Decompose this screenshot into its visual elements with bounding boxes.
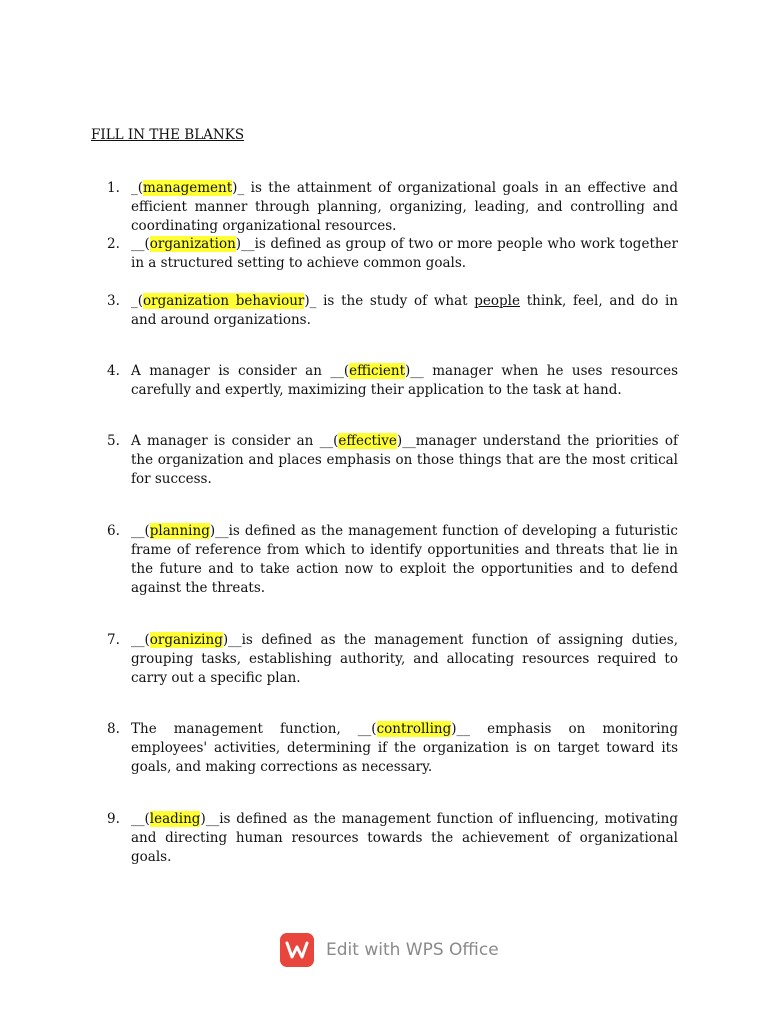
item-text	[131, 292, 678, 330]
item-number: 7.	[107, 632, 120, 648]
answer-highlight: efficient	[349, 363, 406, 379]
item-suffix: )__manager understand the priorities of the organization and places emphasis on those things that are the most critical for success.	[131, 433, 678, 487]
item-suffix: )_ is the study of what	[304, 293, 475, 309]
item-suffix: )_ is the attainment of organizational goals in an effective and efficient manner through planning, organizing, leading, and controlling and coordinating organizational resources.	[131, 180, 678, 234]
item-number: 4.	[107, 363, 120, 379]
item-prefix: __(	[131, 523, 150, 539]
item-suffix: think, feel, and do in and around organizations.	[131, 293, 678, 328]
wps-w-logo-icon	[280, 933, 314, 967]
underlined-word: people	[474, 293, 520, 309]
list-item-9	[107, 810, 678, 867]
item-text	[131, 432, 678, 489]
list-item-5	[107, 432, 678, 489]
item-number: 6.	[107, 523, 120, 539]
item-suffix: )__ manager when he uses resources carefully and expertly, maximizing their application to the task at hand.	[131, 363, 678, 398]
item-prefix: __(	[131, 236, 150, 252]
page-title: FILL IN THE BLANKS	[91, 127, 245, 143]
item-text	[131, 522, 678, 598]
answer-highlight: organizing	[149, 632, 223, 648]
answer-highlight: planning	[149, 523, 210, 539]
item-suffix: )__is defined as the management function of assigning duties, grouping tasks, establishing authority, and allocating resources required to carry out a specific plan.	[131, 632, 678, 686]
wps-watermark[interactable]	[280, 932, 499, 968]
item-number: 8.	[107, 721, 120, 737]
answer-highlight: effective	[338, 433, 397, 449]
list-item-1	[107, 179, 678, 236]
item-prefix: A manager is consider an __(	[131, 433, 339, 449]
item-prefix: The management function, __(	[131, 721, 377, 737]
item-text	[131, 810, 678, 867]
answer-highlight: management	[143, 180, 233, 196]
wps-watermark-text: Edit with WPS Office	[326, 940, 499, 960]
item-prefix: __(	[131, 632, 150, 648]
item-number: 5.	[107, 433, 120, 449]
list-item-6	[107, 522, 678, 598]
item-number: 9.	[107, 811, 120, 827]
item-prefix: _(	[131, 180, 144, 196]
item-prefix: _(	[131, 293, 144, 309]
item-prefix: __(	[131, 811, 150, 827]
item-number: 3.	[107, 293, 120, 309]
list-item-3	[107, 292, 678, 330]
item-suffix: )__is defined as the management function of developing a futuristic frame of reference from which to identify opportunities and threats that lie in the future and to take action now to exploit the opportunities and to defend against the threats.	[131, 523, 678, 596]
answer-highlight: organization behaviour	[143, 293, 305, 309]
list-item-2	[107, 235, 678, 273]
item-text	[131, 362, 678, 400]
list-item-4	[107, 362, 678, 400]
item-number: 2.	[107, 236, 120, 252]
answer-highlight: organization	[149, 236, 236, 252]
item-text	[131, 720, 678, 777]
answer-highlight: leading	[149, 811, 201, 827]
item-number: 1.	[107, 180, 120, 196]
item-suffix: )__is defined as group of two or more people who work together in a structured setting to achieve common goals.	[131, 236, 678, 271]
list-item-7	[107, 631, 678, 688]
item-suffix: )__is defined as the management function of influencing, motivating and directing human resources towards the achievement of organizational goals.	[131, 811, 678, 865]
item-text	[131, 235, 678, 273]
item-prefix: A manager is consider an __(	[131, 363, 350, 379]
item-suffix: )__ emphasis on monitoring employees' activities, determining if the organization is on target toward its goals, and making corrections as necessary.	[131, 721, 678, 775]
item-text	[131, 631, 678, 688]
answer-highlight: controlling	[376, 721, 452, 737]
item-text	[131, 179, 678, 236]
list-item-8	[107, 720, 678, 777]
